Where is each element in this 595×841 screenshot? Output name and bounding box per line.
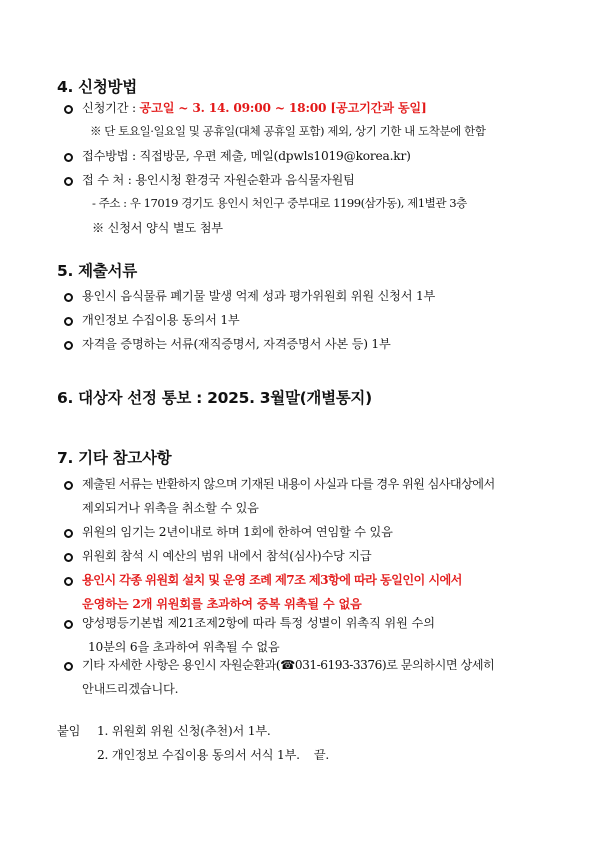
bullet-circle bbox=[64, 577, 73, 586]
bullet-circle bbox=[64, 153, 73, 162]
submission-method: 접수방법 : 직접방문, 우편 제출, 메일(dpwls1019@korea.kr) bbox=[82, 149, 411, 163]
application-period bbox=[82, 99, 427, 116]
bullet-circle bbox=[64, 481, 73, 490]
note-item-4-line-1: 용인시 각종 위원회 설치 및 운영 조례 제7조 제3항에 따라 동일인이 시에서 bbox=[82, 573, 462, 587]
section-4-title: 4. 신청방법 bbox=[57, 78, 137, 96]
attachment-line-2-text: 2. 개인정보 수집이용 동의서 서식 1부. bbox=[97, 748, 300, 762]
bullet-circle bbox=[64, 177, 73, 186]
note-item-3: 위원회 참석 시 예산의 범위 내에서 참석(심사)수당 지급 bbox=[82, 549, 372, 563]
bullet-circle bbox=[64, 553, 73, 562]
document-item: 자격을 증명하는 서류(재직증명서, 자격증명서 사본 등) 1부 bbox=[82, 337, 391, 351]
submission-office: 접 수 처 : 용인시청 환경국 자원순환과 음식물자원팀 bbox=[82, 173, 355, 187]
note-item-2: 위원의 임기는 2년이내로 하며 1회에 한하여 연임할 수 있음 bbox=[82, 525, 393, 539]
note-item-1-line-2: 제외되거나 위촉을 취소할 수 있음 bbox=[82, 501, 259, 515]
note-item-4-line-2: 운영하는 2개 위원회를 초과하여 중복 위촉될 수 없음 bbox=[82, 597, 362, 611]
section-7-title: 7. 기타 참고사항 bbox=[57, 449, 172, 467]
note-item-5-line-2: 10분의 6을 초과하여 위촉될 수 없음 bbox=[88, 640, 280, 654]
attachment-line-2 bbox=[97, 746, 329, 763]
bullet-circle bbox=[64, 341, 73, 350]
bullet-circle bbox=[64, 317, 73, 326]
note-item-6-line-1 bbox=[82, 656, 494, 673]
bullet-circle bbox=[64, 293, 73, 302]
attachment-line-1: 1. 위원회 위원 신청(추천)서 1부. bbox=[97, 724, 271, 738]
note-item-1-line-1: 제출된 서류는 반환하지 않으며 기재된 내용이 사실과 다를 경우 위원 심사대상에서 bbox=[82, 477, 495, 491]
section-6-title: 6. 대상자 선정 통보 : 2025. 3월말(개별통지) bbox=[57, 389, 372, 407]
note-item-6-text-a: 기타 자세한 사항은 용인시 자원순환과( bbox=[82, 658, 281, 672]
period-label: 신청기간 : bbox=[82, 101, 140, 115]
office-address: - 주소 : 우 17019 경기도 용인시 처인구 중부대로 1199(삼가동), 제1별관 3층 bbox=[92, 196, 467, 210]
bullet-circle bbox=[64, 620, 73, 629]
phone-icon: ☎ bbox=[280, 658, 295, 672]
document-item: 용인시 음식물류 폐기물 발생 억제 성과 평가위원회 위원 신청서 1부 bbox=[82, 289, 436, 303]
period-note: ※ 단 토요일·일요일 및 공휴일(대체 공휴일 포함) 제외, 상기 기한 내 도착분에 한함 bbox=[90, 124, 486, 138]
document-item: 개인정보 수집이용 동의서 1부 bbox=[82, 313, 240, 327]
bullet-circle bbox=[64, 662, 73, 671]
note-item-5-line-1: 양성평등기본법 제21조제2항에 따라 특정 성별이 위촉직 위원 수의 bbox=[82, 616, 435, 630]
period-value: 공고일 ~ 3. 14. 09:00 ~ 18:00 [공고기간과 동일] bbox=[139, 101, 427, 115]
attachment-label: 붙임 bbox=[57, 724, 81, 738]
end-mark: 끝. bbox=[313, 748, 330, 762]
bullet-circle bbox=[64, 105, 73, 114]
form-note: ※ 신청서 양식 별도 첨부 bbox=[92, 221, 223, 235]
section-5-title: 5. 제출서류 bbox=[57, 262, 137, 280]
bullet-circle bbox=[64, 529, 73, 538]
note-item-6-text-b: 031-6193-3376)로 문의하시면 상세히 bbox=[294, 658, 495, 672]
note-item-6-line-2: 안내드리겠습니다. bbox=[82, 682, 179, 696]
